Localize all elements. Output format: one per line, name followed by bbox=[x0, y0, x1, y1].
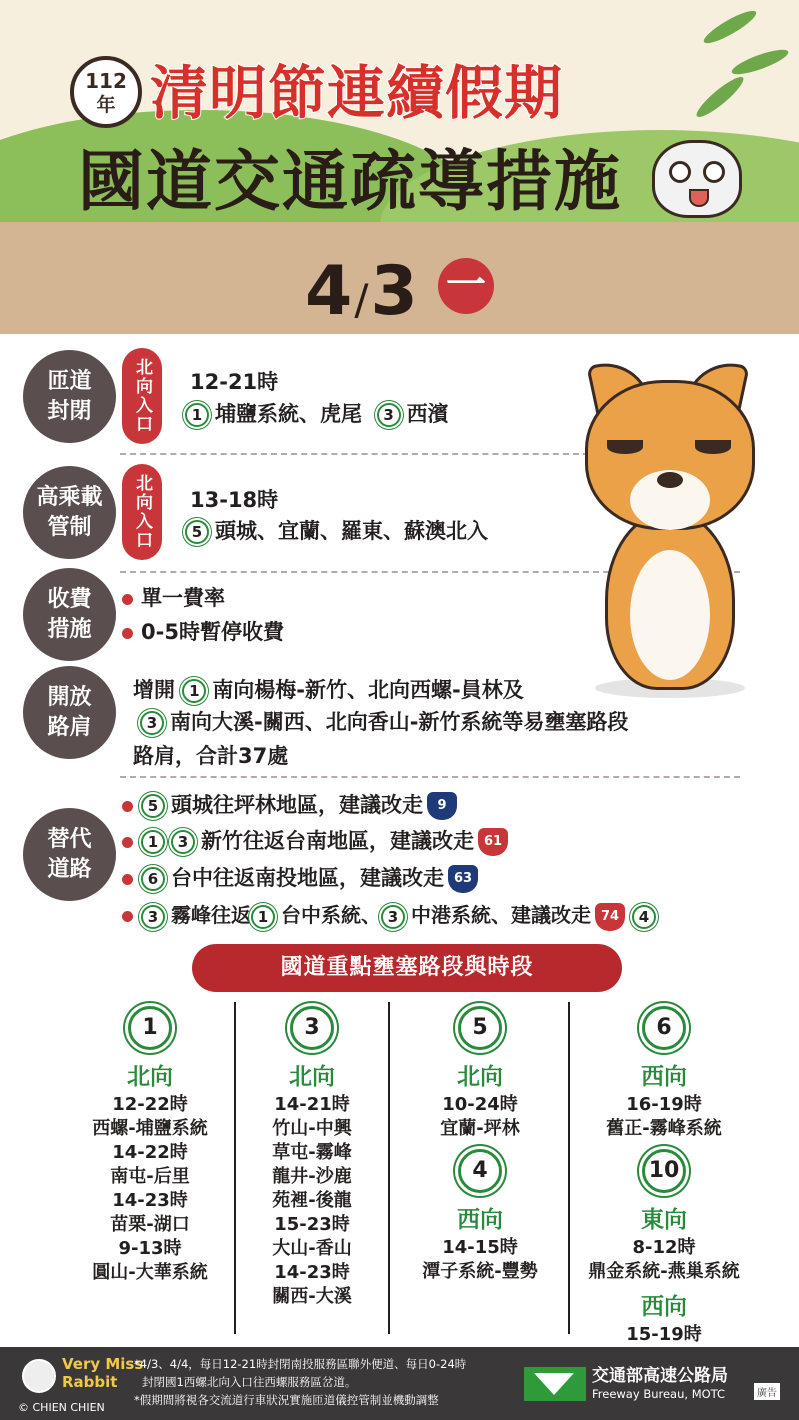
congestion-banner: 國道重點壅塞路段與時段 bbox=[192, 944, 622, 992]
footer-note bbox=[134, 1355, 504, 1409]
col-line: 關西-大溪 bbox=[272, 1286, 352, 1307]
title-line-2: 國道交通疏導措施 bbox=[78, 143, 622, 220]
col-line: 15-23時 bbox=[274, 1214, 350, 1235]
section-label-ramp: 匝道 封閉 bbox=[23, 350, 116, 443]
note-line-2: 封閉國1西螺北向入口往西螺服務區岔道。 bbox=[142, 1375, 357, 1389]
toll-item-1 bbox=[122, 582, 225, 612]
direction-label: 西向 bbox=[641, 1294, 687, 1320]
alt-route-1-text: 頭城往坪林地區，建議改走 bbox=[171, 793, 423, 817]
note-line-3: *假期間將視各交流道行車狀況實施匝道儀控管制並機動調整 bbox=[134, 1393, 439, 1407]
shoulder-prefix: 增開 bbox=[133, 678, 175, 702]
col-line: 草屯-霧峰 bbox=[272, 1142, 352, 1163]
date-label bbox=[305, 252, 418, 331]
shoulder-line-1 bbox=[133, 674, 524, 704]
direction-label: 北向 bbox=[289, 1064, 335, 1090]
freeway-bureau-logo-icon bbox=[524, 1367, 586, 1401]
bunny-mascot-icon bbox=[652, 140, 742, 218]
ramp-places bbox=[185, 398, 449, 428]
section-label-hov: 高乘載 管制 bbox=[23, 466, 116, 559]
col-line: 14-15時 bbox=[442, 1237, 518, 1258]
expressway-shield-icon: 61 bbox=[478, 828, 508, 856]
date-day: 3 bbox=[370, 252, 418, 331]
year-unit: 年 bbox=[96, 94, 116, 116]
col-line: 14-23時 bbox=[274, 1262, 350, 1283]
org-name-en: Freeway Bureau, MOTC bbox=[592, 1387, 726, 1401]
date-separator: / bbox=[354, 275, 369, 324]
freeway-route-icon: 5 bbox=[458, 1006, 502, 1050]
direction-label: 西向 bbox=[641, 1064, 687, 1090]
col-line: 15-19時 bbox=[626, 1324, 702, 1345]
col-line: 14-21時 bbox=[274, 1094, 350, 1115]
toll-item-1-text: 單一費率 bbox=[141, 586, 225, 610]
col-line: 竹山-中興 bbox=[272, 1118, 352, 1139]
col-line: 大山-香山 bbox=[272, 1238, 352, 1259]
col-line: 龍井-沙鹿 bbox=[272, 1166, 352, 1187]
column-route-6-10 bbox=[578, 1002, 750, 1371]
year-number: 112 bbox=[85, 69, 127, 93]
shoulder-line-3: 路肩，合計37處 bbox=[133, 744, 289, 768]
alt-route-1 bbox=[122, 789, 457, 820]
freeway-route-icon: 6 bbox=[141, 867, 165, 891]
ramp-places-2: 西濱 bbox=[406, 402, 449, 426]
ad-label: 廣告 bbox=[754, 1383, 780, 1400]
freeway-route-icon: 3 bbox=[171, 830, 195, 854]
shoulder-line-2 bbox=[140, 706, 628, 736]
year-badge bbox=[70, 56, 142, 128]
hov-places bbox=[185, 515, 488, 545]
alt-route-4 bbox=[122, 899, 662, 931]
freeway-route-icon: 4 bbox=[632, 905, 656, 929]
freeway-route-icon: 1 bbox=[185, 403, 209, 427]
toll-item-2-text: 0-5時暫停收費 bbox=[141, 620, 284, 644]
dog-mascot-icon bbox=[575, 360, 765, 700]
hov-time: 13-18時 bbox=[190, 488, 279, 512]
freeway-route-icon: 4 bbox=[458, 1149, 502, 1193]
column-route-5-4 bbox=[395, 1002, 565, 1284]
direction-label: 西向 bbox=[457, 1207, 503, 1233]
bullet-icon bbox=[122, 801, 133, 812]
col-line: 12-22時 bbox=[112, 1094, 188, 1115]
note-line-1: *4/3、4/4，每日12-21時封閉南投服務區聯外便道、每日0-24時 bbox=[134, 1357, 467, 1371]
freeway-route-icon: 3 bbox=[290, 1006, 334, 1050]
credit: © CHIEN CHIEN bbox=[18, 1401, 105, 1414]
alt-route-4-text-c: 中港系統、建議改走 bbox=[411, 903, 591, 927]
col-line: 舊正-霧峰系統 bbox=[606, 1118, 722, 1139]
freeway-route-icon: 3 bbox=[377, 403, 401, 427]
column-route-1 bbox=[70, 1002, 230, 1285]
bullet-icon bbox=[122, 874, 133, 885]
col-line: 宜蘭-坪林 bbox=[440, 1118, 520, 1139]
col-line: 圓山-大華系統 bbox=[92, 1262, 208, 1283]
col-line: 潭子系統-豐勢 bbox=[422, 1261, 538, 1282]
freeway-route-icon: 1 bbox=[251, 905, 275, 929]
provincial-highway-shield-icon: 9 bbox=[427, 792, 457, 820]
hov-places-text: 頭城、宜蘭、羅東、蘇澳北入 bbox=[215, 519, 488, 543]
direction-label: 東向 bbox=[641, 1207, 687, 1233]
col-line: 14-22時 bbox=[112, 1142, 188, 1163]
col-line: 苗栗-湖口 bbox=[110, 1214, 190, 1235]
footer bbox=[0, 1347, 799, 1420]
shoulder-text-2: 南向大溪-關西、北向香山-新竹系統等易壅塞路段 bbox=[170, 710, 629, 734]
org-name: 交通部高速公路局 bbox=[592, 1366, 728, 1386]
title-line-1: 清明節連續假期 bbox=[150, 59, 564, 127]
ramp-places-1: 埔鹽系統、虎尾 bbox=[215, 402, 362, 426]
bullet-icon bbox=[122, 837, 133, 848]
col-line: 8-12時 bbox=[632, 1237, 696, 1258]
alt-route-3-text: 台中往返南投地區，建議改走 bbox=[171, 866, 444, 890]
col-line: 16-19時 bbox=[626, 1094, 702, 1115]
northbound-entry-tag: 北向入口 bbox=[122, 464, 162, 560]
freeway-route-icon: 3 bbox=[140, 711, 164, 735]
col-line: 14-23時 bbox=[112, 1190, 188, 1211]
col-line: 9-13時 bbox=[118, 1238, 182, 1259]
bullet-icon bbox=[122, 628, 133, 639]
freeway-route-icon: 1 bbox=[141, 830, 165, 854]
toll-item-2 bbox=[122, 616, 284, 646]
column-route-3 bbox=[238, 1002, 386, 1309]
direction-label: 北向 bbox=[127, 1064, 173, 1090]
direction-label: 北向 bbox=[457, 1064, 503, 1090]
freeway-route-icon: 1 bbox=[182, 679, 206, 703]
rabbit-logo-icon bbox=[22, 1359, 56, 1393]
expressway-shield-icon: 74 bbox=[595, 903, 625, 931]
section-label-alt: 替代 道路 bbox=[23, 808, 116, 901]
column-divider bbox=[568, 1002, 570, 1334]
col-line: 鼎金系統-燕巢系統 bbox=[588, 1261, 740, 1282]
brand-logo bbox=[62, 1355, 143, 1391]
freeway-route-icon: 3 bbox=[381, 905, 405, 929]
expressway-shield-icon: 63 bbox=[448, 865, 478, 893]
freeway-route-icon: 5 bbox=[185, 520, 209, 544]
bullet-icon bbox=[122, 594, 133, 605]
col-line: 南屯-后里 bbox=[110, 1166, 190, 1187]
alt-route-4-text-a: 霧峰往返 bbox=[171, 903, 251, 927]
freeway-route-icon: 6 bbox=[642, 1006, 686, 1050]
ramp-time: 12-21時 bbox=[190, 370, 279, 394]
shoulder-text-1: 南向楊梅-新竹、北向西螺-員林及 bbox=[212, 678, 524, 702]
freeway-route-icon: 1 bbox=[128, 1006, 172, 1050]
date-month: 4 bbox=[305, 252, 353, 331]
col-line: 西螺-埔鹽系統 bbox=[92, 1118, 208, 1139]
alt-route-4-text-b: 台中系統、 bbox=[281, 903, 381, 927]
col-line: 10-24時 bbox=[442, 1094, 518, 1115]
freeway-route-icon: 3 bbox=[141, 905, 165, 929]
alt-route-3 bbox=[122, 862, 478, 893]
brand-line-2: Rabbit bbox=[62, 1373, 118, 1391]
northbound-entry-tag: 北向入口 bbox=[122, 348, 162, 444]
weekday-badge: 一 bbox=[438, 258, 494, 314]
bullet-icon bbox=[122, 911, 133, 922]
divider bbox=[120, 776, 740, 778]
alt-route-2-text: 新竹往返台南地區，建議改走 bbox=[201, 829, 474, 853]
brand-line-1: Very Miss bbox=[62, 1355, 144, 1373]
freeway-route-icon: 10 bbox=[642, 1149, 686, 1193]
col-line: 苑裡-後龍 bbox=[272, 1190, 352, 1211]
column-divider bbox=[388, 1002, 390, 1334]
column-divider bbox=[234, 1002, 236, 1334]
section-label-shoulder: 開放 路肩 bbox=[23, 666, 116, 759]
section-label-toll: 收費 措施 bbox=[23, 568, 116, 661]
freeway-route-icon: 5 bbox=[141, 794, 165, 818]
alt-route-2 bbox=[122, 825, 508, 856]
